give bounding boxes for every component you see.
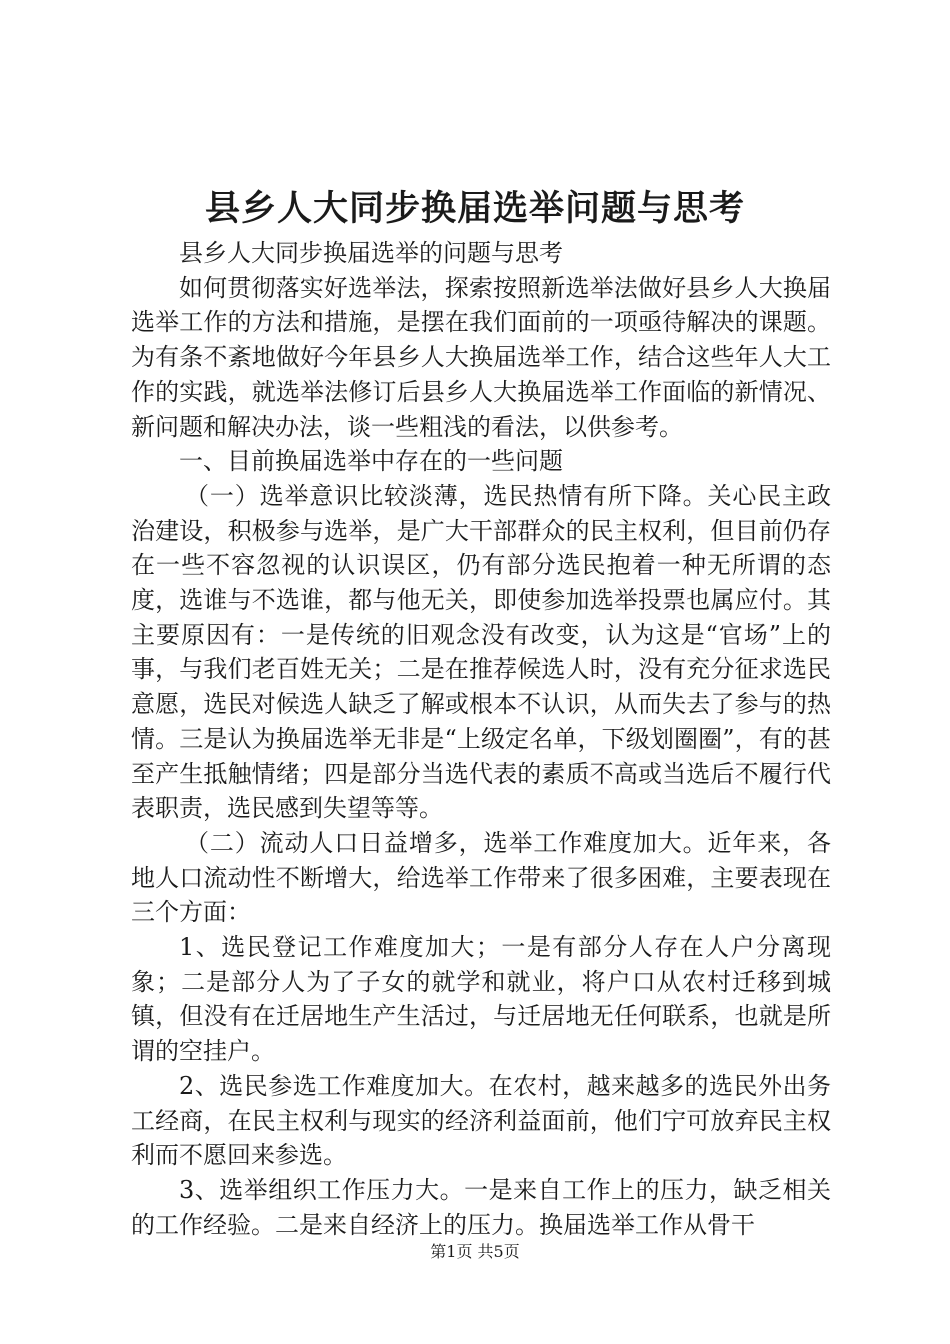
subtitle-paragraph: 县乡人大同步换届选举的问题与思考 xyxy=(179,239,563,267)
document-body xyxy=(131,236,831,1242)
list-item-3: 3、选举组织工作压力大。一是来自工作上的压力，缺乏相关的工作经验。二是来自经济上的压力。换届选举工作从骨干 xyxy=(131,1175,831,1239)
problem-paragraph-2: （二）流动人口日益增多，选举工作难度加大。近年来，各地人口流动性不断增大，给选举工作带来了很多困难，主要表现在三个方面： xyxy=(131,828,831,927)
intro-paragraph: 如何贯彻落实好选举法，探索按照新选举法做好县乡人大换届选举工作的方法和措施，是摆在我们面前的一项亟待解决的课题。为有条不紊地做好今年县乡人大换届选举工作，结合这些年人大工作的实践，就选举法修订后县乡人大换届选举工作面临的新情况、新问题和解决办法，谈一些粗浅的看法，以供参考。 xyxy=(131,273,831,441)
section-heading: 一、目前换届选举中存在的一些问题 xyxy=(179,447,563,476)
page-title: 县乡人大同步换届选举问题与思考 xyxy=(204,188,745,229)
problem-paragraph-1: （一）选举意识比较淡薄，选民热情有所下降。关心民主政治建设，积极参与选举，是广大干部群众的民主权利，但目前仍存在一些不容忽视的认识误区，仍有部分选民抱着一种无所谓的态度，选谁与不选谁，都与他无关，即使参加选举投票也属应付。其主要原因有：一是传统的旧观念没有改变，认为这是“官场”上的事，与我们老百姓无关；二是在推荐候选人时，没有充分征求选民意愿，选民对候选人缺乏了解或根本不认识，从而失去了参与的热情。三是认为换届选举无非是“上级定名单，下级划圈圈”，有的甚至产生抵触情绪；四是部分当选代表的素质不高或当选后不履行代表职责，选民感到失望等等。 xyxy=(131,481,831,823)
list-item-1: 1、选民登记工作难度加大；一是有部分人存在人户分离现象；二是部分人为了子女的就学和就业，将户口从农村迁移到城镇，但没有在迁居地生产生活过，与迁居地无任何联系，也就是所谓的空挂户。 xyxy=(131,933,831,1066)
list-item-2: 2、选民参选工作难度加大。在农村，越来越多的选民外出务工经商，在民主权利与现实的经济利益面前，他们宁可放弃民主权利而不愿回来参选。 xyxy=(131,1071,831,1170)
page-footer: 第1页 共5页 xyxy=(430,1242,520,1261)
